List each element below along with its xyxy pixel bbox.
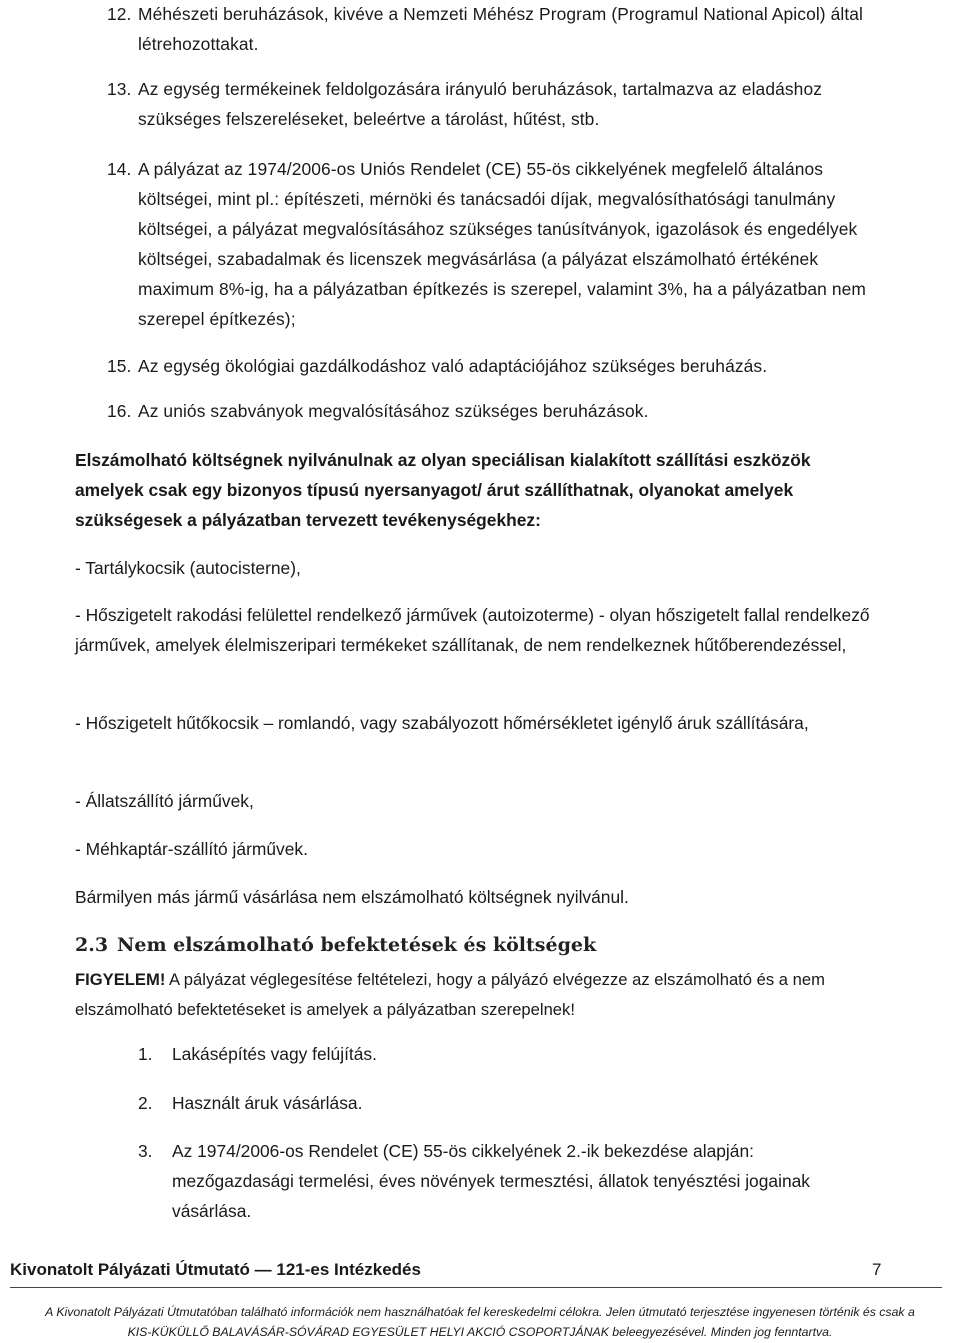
eligible-costs-intro: Elszámolható költségnek nyilvánulnak az olyan speciálisan kialakított szállítási eszközök amelyek csak egy bizonyos típusú nyersanyagot/ árut szállíthatnak, olyanokat amelyek szükségesek a pályázatban tervezett tevékenységekhez:: [75, 450, 811, 530]
footer-title: Kivonatolt Pályázati Útmutató — 121-es Intézkedés: [10, 1260, 421, 1279]
section-title: Nem elszámolható befektetések és költségek: [117, 934, 597, 956]
page-number: 7: [872, 1260, 882, 1279]
list-number: 16.: [107, 401, 132, 421]
list-item-12: [107, 0, 907, 59]
list-number: 13.: [107, 79, 132, 99]
list-number: 3.: [138, 1141, 153, 1161]
non-eligible-vehicle-note: Bármilyen más jármű vásárlása nem elszámolható költségnek nyilvánul.: [75, 887, 629, 907]
list-number: 2.: [138, 1093, 153, 1113]
footer-disclaimer-line-1: A Kivonatolt Pályázati Útmutatóban található információk nem használhatóak fel kereskedelmi célokra. Jelen útmutató terjesztése ingyenesen történik és csak a: [45, 1305, 915, 1319]
list-text: Az uniós szabványok megvalósításához szükséges beruházások.: [138, 401, 649, 421]
list-text: Méhészeti beruházások, kivéve a Nemzeti Méhész Program (Programul National Apicol) által létrehozottakat.: [138, 4, 864, 54]
warning-paragraph: [75, 965, 875, 1025]
warning-text: A pályázat véglegesítése feltételezi, hogy a pályázó elvégezze az elszámolható és a nem elszámolható befektetéseket is amelyek a pályázatban szerepelnek!: [75, 970, 825, 1019]
non-eligible-item-1: [138, 1039, 898, 1069]
vehicle-item: - Állatszállító járművek,: [75, 791, 254, 811]
list-item-16: [107, 396, 907, 426]
list-number: 1.: [138, 1044, 153, 1064]
non-eligible-item-2: [138, 1088, 898, 1118]
list-text: Használt áruk vásárlása.: [172, 1093, 363, 1113]
vehicle-item: - Tartálykocsik (autocisterne),: [75, 558, 301, 578]
list-text: Az egység termékeinek feldolgozására irányuló beruházások, tartalmazva az eladáshoz szükséges felszereléseket, beleértve a tárolást, hűtést, stb.: [138, 79, 823, 129]
list-text: A pályázat az 1974/2006-os Uniós Rendelet (CE) 55-ös cikkelyének megfelelő általános költségei, mint pl.: építészeti, mérnöki és tanácsadói díjak, megvalósíthatósági tanulmány költségei, a pályázat megvalósításához szükséges tanúsítványok, igazolások és engedélyek költségei, szabadalmak és licenszek megvásárlása (a pályázat elszámolható értékének maximum 8%-ig, ha a pályázatban építkezés is szerepel, valamint 3%, ha a pályázatban nem szerepel építkezés);: [138, 159, 866, 329]
footer-divider: [10, 1287, 942, 1288]
section-number: 2.3: [75, 934, 109, 956]
list-text: Lakásépítés vagy felújítás.: [172, 1044, 377, 1064]
list-text: Az egység ökológiai gazdálkodáshoz való adaptációjához szükséges beruházás.: [138, 356, 768, 376]
list-number: 15.: [107, 356, 132, 376]
list-number: 12.: [107, 4, 132, 24]
list-item-13: [107, 74, 907, 134]
vehicle-item: - Méhkaptár-szállító járművek.: [75, 839, 308, 859]
list-item-15: [107, 351, 907, 381]
warning-label: FIGYELEM!: [75, 970, 166, 989]
list-text: Az 1974/2006-os Rendelet (CE) 55-ös cikkelyének 2.-ik bekezdése alapján: mezőgazdasági termelési, éves növények termesztési, állatok tenyésztési jogainak vásárlása.: [172, 1141, 810, 1221]
section-heading: [75, 934, 596, 956]
list-number: 14.: [107, 159, 132, 179]
vehicle-item: - Hőszigetelt hűtőkocsik – romlandó, vagy szabályozott hőmérsékletet igénylő áruk szállítására,: [75, 713, 809, 733]
list-item-14: [107, 154, 897, 334]
non-eligible-item-3: [138, 1136, 858, 1226]
footer-disclaimer-line-2: KIS-KÜKÜLLŐ BALAVÁSÁR-SÓVÁRAD EGYESÜLET HELYI AKCIÓ CSOPORTJÁNAK beleegyezésével. Minden jog fenntartva.: [127, 1325, 833, 1339]
vehicle-item: - Hőszigetelt rakodási felülettel rendelkező járművek (autoizoterme) - olyan hőszigetelt fallal rendelkező járművek, amelyek élelmiszeripari termékeket szállítanak, de nem rendelkeznek hűtőberendezéssel,: [75, 605, 870, 655]
